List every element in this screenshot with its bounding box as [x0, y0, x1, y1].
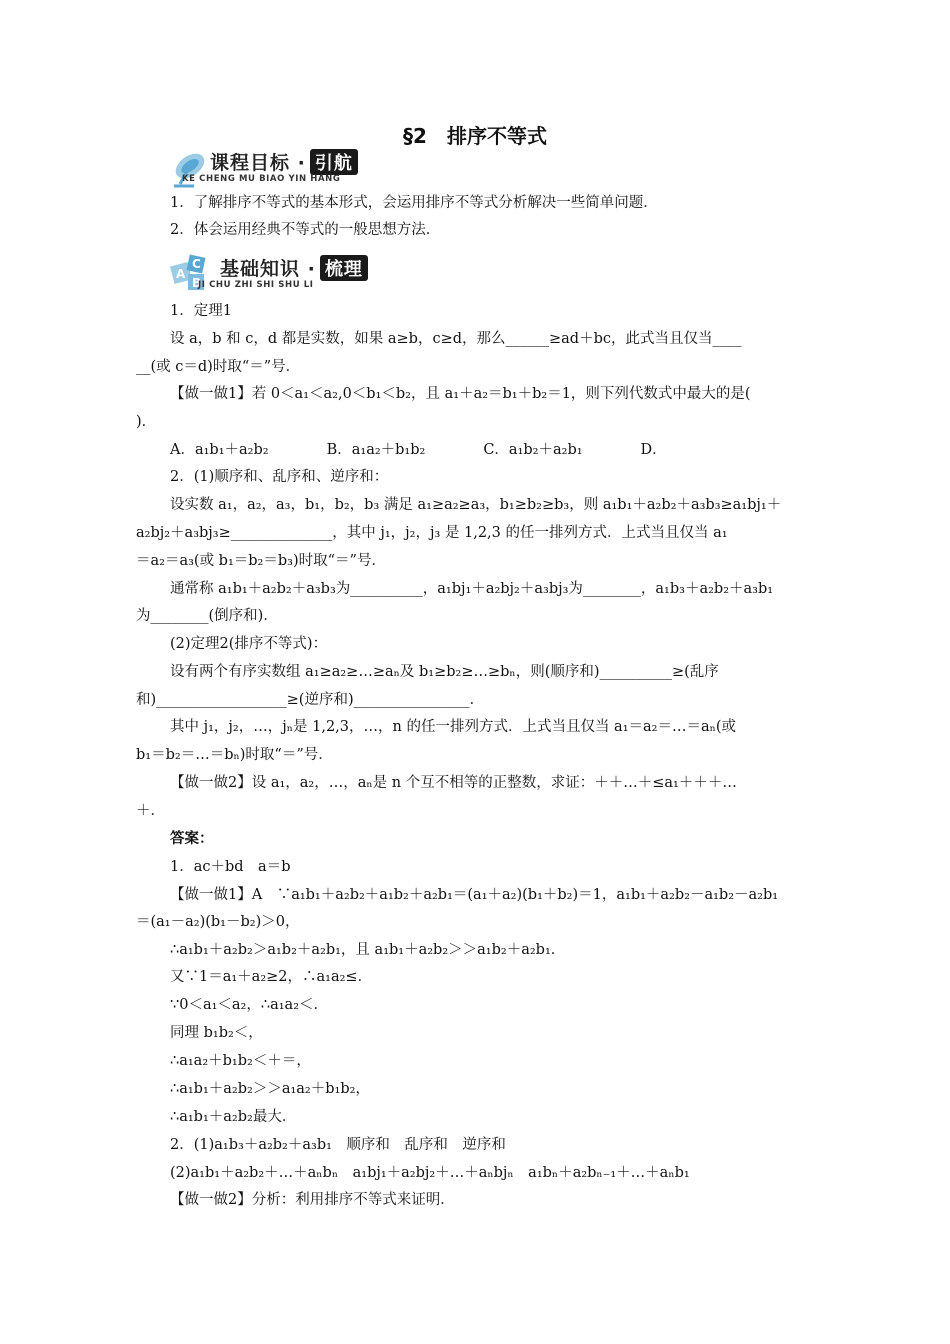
options-line: A．a₁b₁＋a₂b₂ B．a₁a₂＋b₁b₂ C．a₁b₂＋a₂b₁ D．	[170, 442, 667, 458]
answer-line: 2．(1)a₁b₃＋a₂b₂＋a₃b₁ 顺序和 乱序和 逆序和	[170, 1137, 506, 1153]
answer-heading: 答案：	[170, 831, 214, 847]
answer-line: ∴a₁b₁＋a₂b₂最大．	[170, 1109, 297, 1125]
svg-text:A: A	[176, 267, 186, 281]
text-line: 2．(1)顺序和、乱序和、逆序和：	[170, 469, 389, 485]
answer-line: ＝(a₁－a₂)(b₁－b₂)＞0，	[136, 914, 300, 930]
answer-line: ∵0＜a₁＜a₂，∴a₁a₂＜．	[170, 997, 329, 1013]
answer-line: 【做一做1】A ∵a₁b₁＋a₂b₂＋a₁b₂＋a₂b₁＝(a₁＋a₂)(b₁＋b₂)＝1，a₁b₁＋a₂b₂－a₁b₂－a₂b₁	[170, 887, 779, 903]
text-line: ＝a₂＝a₃(或 b₁＝b₂＝b₃)时取“＝”号．	[136, 553, 386, 569]
text-line: 设实数 a₁，a₂，a₃，b₁，b₂，b₃ 满足 a₁≥a₂≥a₃，b₁≥b₂≥b₃，则 a₁b₁＋a₂b₂＋a₃b₃≥a₁bj₁＋	[170, 497, 782, 513]
text-line: 1．定理1	[170, 303, 232, 319]
goal-line: 1．了解排序不等式的基本形式，会运用排序不等式分析解决一些简单问题．	[170, 195, 658, 211]
answer-line: 1．ac＋bd a＝b	[170, 859, 291, 875]
text-line: ＋．	[136, 803, 165, 819]
text-line: 【做一做2】设 a₁，a₂，…，aₙ是 n 个互不相等的正整数，求证：＋＋…＋≤a₁＋＋＋…	[170, 775, 737, 791]
answer-line: (2)a₁b₁＋a₂b₂＋…＋aₙbₙ a₁bj₁＋a₂bj₂＋…＋aₙbjₙ a₁bₙ＋a₂bₙ₋₁＋…＋aₙb₁	[170, 1165, 690, 1181]
banner-pinyin: KE CHENG MU BIAO YIN HANG	[182, 174, 341, 184]
text-line: 为________(倒序和)．	[136, 608, 278, 624]
page-title: §2 排序不等式	[403, 124, 547, 148]
text-line: 和)__________________≥(逆序和)________________．	[136, 692, 485, 708]
banner-title: 基础知识 · 梳理	[220, 254, 368, 281]
answer-line: ∴a₁a₂＋b₁b₂＜＋＝，	[170, 1053, 311, 1069]
answer-line: 同理 b₁b₂＜，	[170, 1025, 263, 1041]
text-line: a₂bj₂＋a₃bj₃≥______________，其中 j₁，j₂，j₃ 是 1,2,3 的任一排列方式．上式当且仅当 a₁	[136, 525, 728, 541]
text-line: )．	[136, 414, 157, 430]
goal-line: 2．体会运用经典不等式的一般思想方法．	[170, 222, 441, 238]
answer-line: 【做一做2】分析：利用排序不等式来证明．	[170, 1192, 455, 1208]
text-line: 设有两个有序实数组 a₁≥a₂≥…≥aₙ及 b₁≥b₂≥…≥bₙ，则(顺序和)__________≥(乱序	[170, 664, 719, 680]
text-line: 【做一做1】若 0＜a₁＜a₂,0＜b₁＜b₂，且 a₁＋a₂＝b₁＋b₂＝1，则下列代数式中最大的是(	[170, 386, 751, 402]
section-banner-basic-knowledge	[168, 250, 388, 296]
text-line: __(或 c＝d)时取“＝”号．	[136, 359, 301, 375]
text-line: b₁＝b₂＝…＝bₙ)时取“＝”号．	[136, 747, 333, 763]
text-line: (2)定理2(排序不等式)：	[170, 636, 328, 652]
banner-title: 课程目标 · 引航	[210, 148, 358, 175]
answer-line: ∴a₁b₁＋a₂b₂＞a₁b₂＋a₂b₁，且 a₁b₁＋a₂b₂＞＞a₁b₂＋a₂b₁．	[170, 942, 566, 958]
text-line: 通常称 a₁b₁＋a₂b₂＋a₃b₃为__________，a₁bj₁＋a₂bj₂＋a₃bj₃为________，a₁b₃＋a₂b₂＋a₃b₁	[170, 581, 774, 597]
text-line: 设 a，b 和 c，d 都是实数，如果 a≥b，c≥d，那么______≥ad＋bc，此式当且仅当____	[170, 331, 742, 347]
answer-line: ∴a₁b₁＋a₂b₂＞＞a₁a₂＋b₁b₂，	[170, 1081, 370, 1097]
svg-text:B: B	[192, 276, 202, 290]
banner-pinyin: JI CHU ZHI SHI SHU LI	[198, 280, 314, 290]
section-banner-course-goals	[168, 144, 388, 190]
svg-text:C: C	[192, 257, 201, 271]
answer-line: 又∵1＝a₁＋a₂≥2，∴a₁a₂≤．	[170, 969, 373, 985]
text-line: 其中 j₁，j₂，…，jₙ是 1,2,3，…，n 的任一排列方式．上式当且仅当 a₁＝a₂＝…＝aₙ(或	[170, 719, 737, 735]
